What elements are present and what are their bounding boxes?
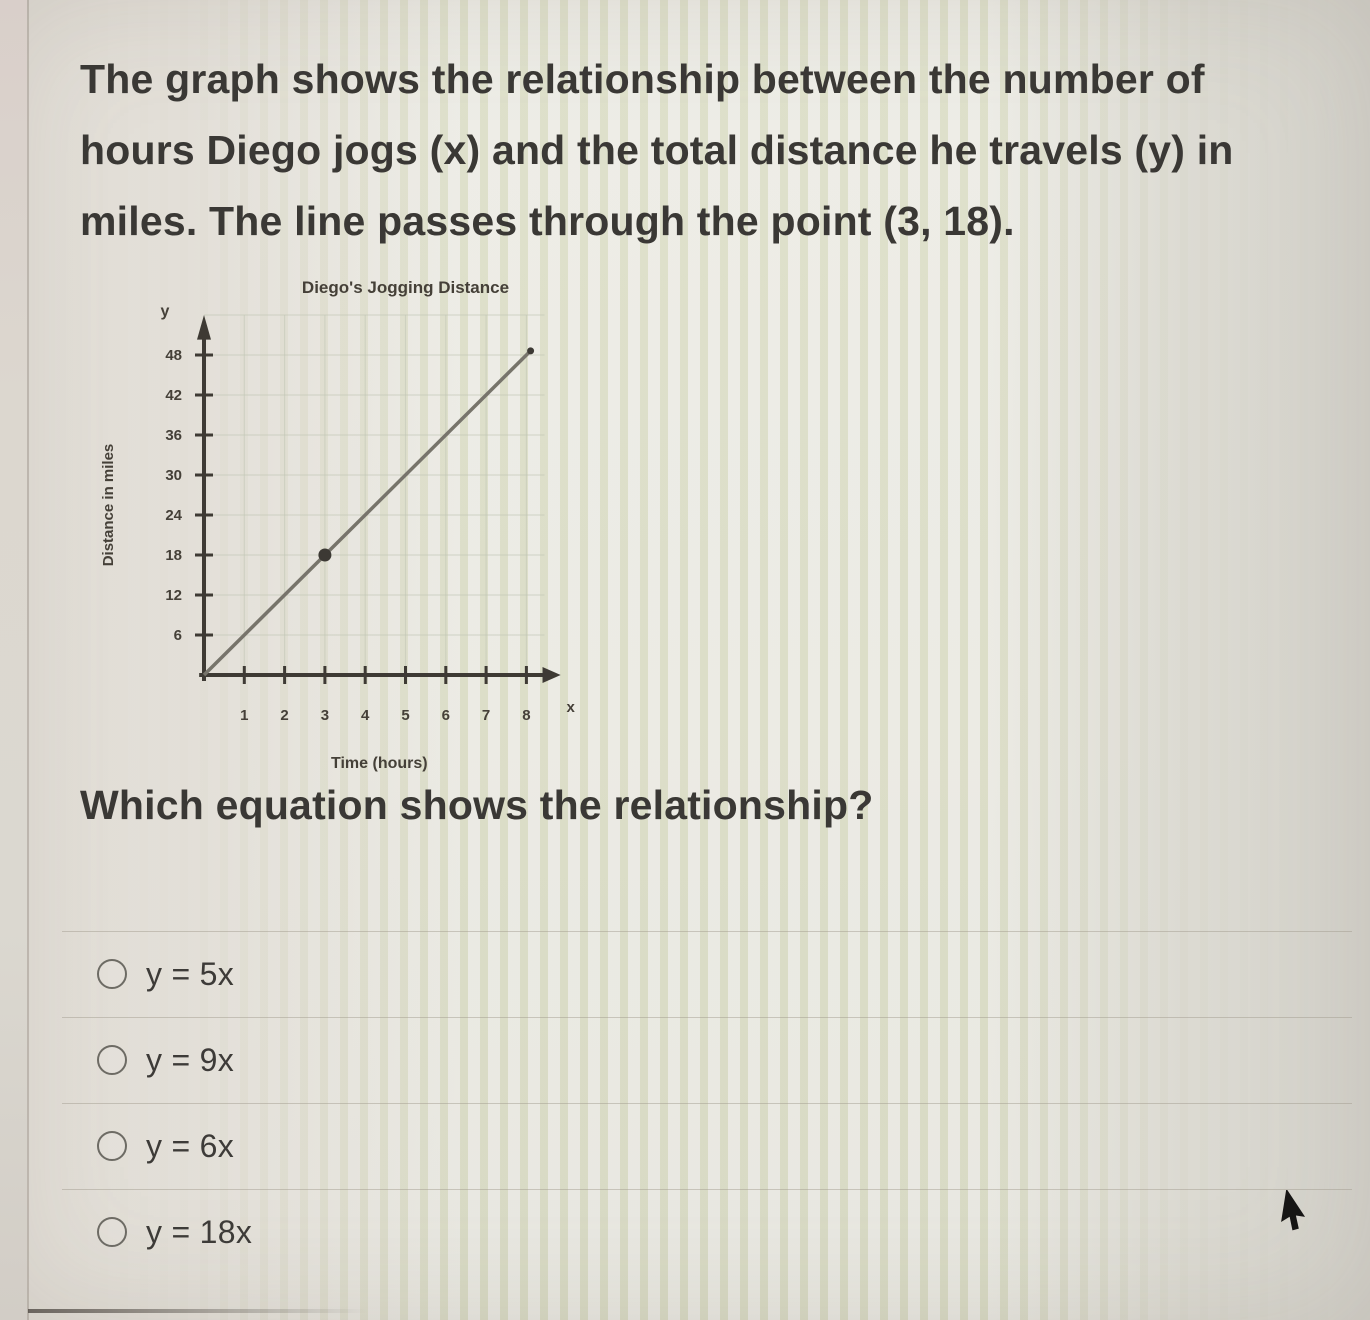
answer-option-1-label: y = 5x	[146, 955, 235, 992]
mouse-cursor-icon	[1280, 1190, 1314, 1238]
x-tick-label: 2	[280, 707, 289, 724]
answer-option-3[interactable]	[0, 1103, 1370, 1189]
y-tick-label: 36	[165, 427, 182, 444]
jogging-distance-chart	[88, 272, 608, 782]
answer-option-2-label: y = 9x	[146, 1041, 235, 1078]
y-tick-label: 18	[165, 547, 182, 564]
data-point-8-48	[527, 347, 534, 354]
x-tick-label: 1	[240, 707, 249, 724]
x-axis-label: Time (hours)	[331, 755, 428, 772]
x-tick-label: 5	[401, 707, 410, 724]
question-line-1: The graph shows the relationship between the number of	[80, 56, 1205, 102]
chart-title: Diego's Jogging Distance	[301, 278, 510, 297]
data-point-3-18	[318, 549, 331, 562]
x-tick-label: 6	[441, 707, 450, 724]
data-line	[204, 351, 531, 675]
answer-option-4[interactable]	[0, 1189, 1370, 1275]
y-tick-label: 24	[165, 507, 182, 524]
x-axis-letter: x	[566, 699, 575, 716]
x-tick-label: 8	[522, 707, 531, 724]
answer-option-1[interactable]	[0, 931, 1370, 1017]
y-tick-label: 30	[165, 467, 182, 484]
y-tick-label: 6	[173, 627, 182, 644]
chart-canvas	[88, 272, 608, 782]
x-tick-label: 7	[481, 707, 491, 724]
answer-option-2[interactable]	[0, 1017, 1370, 1103]
y-tick-label: 48	[165, 347, 182, 364]
answer-options	[0, 931, 1370, 1275]
x-axis-arrow	[543, 667, 561, 683]
radio-button-2[interactable]	[97, 1045, 127, 1075]
y-axis-arrow	[197, 315, 211, 340]
answer-option-4-label: y = 18x	[146, 1213, 253, 1250]
radio-button-4[interactable]	[97, 1217, 127, 1247]
question-line-3: miles. The line passes through the point (3, 18).	[80, 198, 1015, 244]
y-tick-label: 12	[165, 587, 182, 604]
radio-button-1[interactable]	[97, 959, 127, 989]
question-line-2: hours Diego jogs (x) and the total distance he travels (y) in	[80, 127, 1234, 173]
radio-button-3[interactable]	[97, 1131, 127, 1161]
question-prompt: Which equation shows the relationship?	[80, 782, 874, 828]
y-axis-label: Distance in miles	[100, 443, 117, 567]
y-axis-letter: y	[160, 303, 170, 320]
question-text	[80, 44, 1310, 257]
answer-option-3-label: y = 6x	[146, 1127, 235, 1164]
y-tick-label: 42	[165, 387, 182, 404]
x-tick-label: 4	[361, 707, 370, 724]
x-tick-label: 3	[320, 707, 330, 724]
photo-bottom-edge	[28, 1309, 368, 1313]
